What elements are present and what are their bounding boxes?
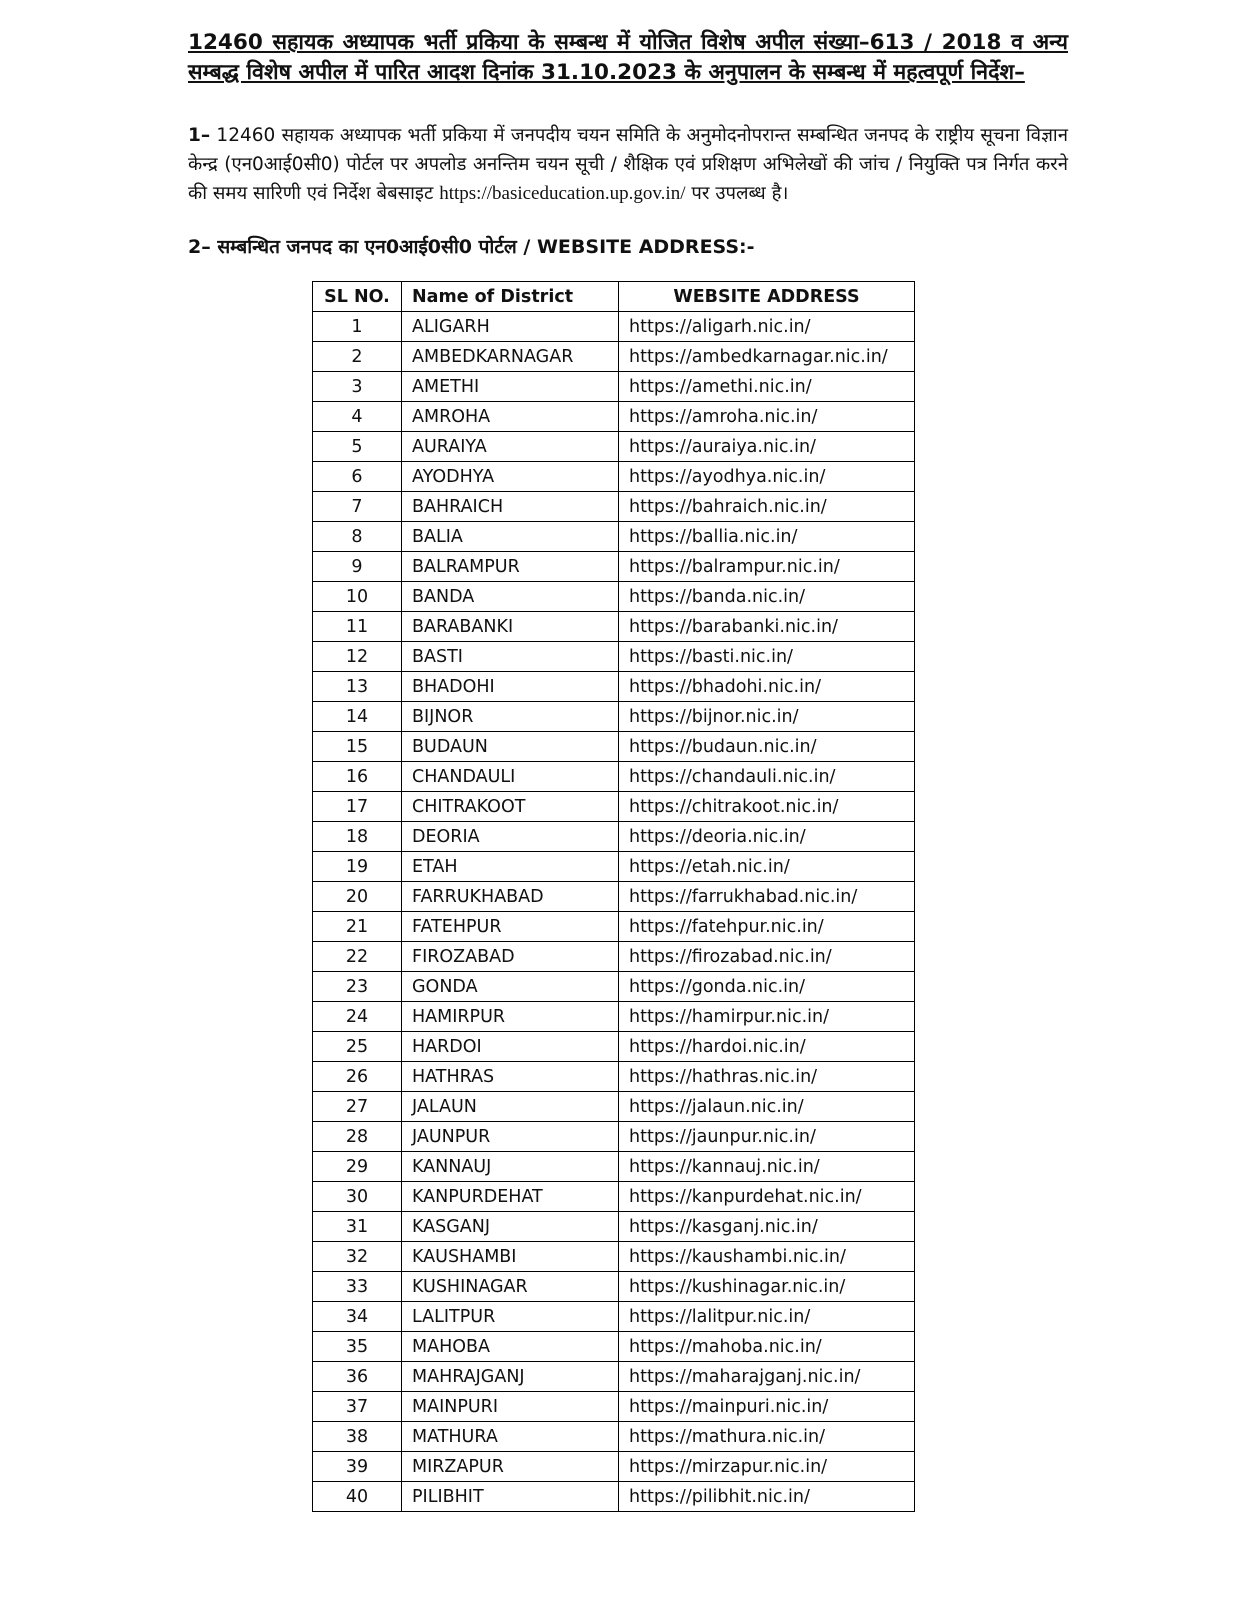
row-district-name: CHITRAKOOT [402, 792, 619, 822]
row-district-name: KANNAUJ [402, 1152, 619, 1182]
table-row [313, 1362, 915, 1392]
header-sl-no: SL NO. [313, 282, 402, 312]
row-district-name: AMBEDKARNAGAR [402, 342, 619, 372]
paragraph-text: 12460 सहायक अध्यापक भर्ती प्रकिया में जनपदीय चयन समिति के अनुमोदनोपरान्त सम्बन्धित जनपद के राष्ट्रीय सूचना विज्ञान केन्द्र (एन0आई0सी0) पोर्टल पर अपलोड अनन्तिम चयन सूची / शैक्षिक एवं प्रशिक्षण अभिलेखों की जांच / नियुक्ति पत्र निर्गत करने की समय सारिणी एवं निर्देश बेबसाइट [188, 125, 1068, 204]
row-website-address[interactable]: https://aligarh.nic.in/ [619, 312, 915, 342]
header-website-address: WEBSITE ADDRESS [619, 282, 915, 312]
row-sl-no: 36 [313, 1362, 402, 1392]
row-sl-no: 4 [313, 402, 402, 432]
table-row [313, 552, 915, 582]
row-district-name: ALIGARH [402, 312, 619, 342]
row-website-address[interactable]: https://mirzapur.nic.in/ [619, 1452, 915, 1482]
district-website-table [312, 281, 915, 1512]
row-website-address[interactable]: https://chandauli.nic.in/ [619, 762, 915, 792]
table-row [313, 1242, 915, 1272]
row-website-address[interactable]: https://ballia.nic.in/ [619, 522, 915, 552]
row-district-name: HATHRAS [402, 1062, 619, 1092]
table-row [313, 882, 915, 912]
row-website-address[interactable]: https://bijnor.nic.in/ [619, 702, 915, 732]
row-district-name: LALITPUR [402, 1302, 619, 1332]
row-sl-no: 9 [313, 552, 402, 582]
row-district-name: BIJNOR [402, 702, 619, 732]
row-district-name: DEORIA [402, 822, 619, 852]
row-district-name: BAHRAICH [402, 492, 619, 522]
row-website-address[interactable]: https://firozabad.nic.in/ [619, 942, 915, 972]
row-website-address[interactable]: https://mathura.nic.in/ [619, 1422, 915, 1452]
row-district-name: FIROZABAD [402, 942, 619, 972]
table-row [313, 702, 915, 732]
row-website-address[interactable]: https://kasganj.nic.in/ [619, 1212, 915, 1242]
row-website-address[interactable]: https://barabanki.nic.in/ [619, 612, 915, 642]
row-district-name: CHANDAULI [402, 762, 619, 792]
row-website-address[interactable]: https://jaunpur.nic.in/ [619, 1122, 915, 1152]
row-district-name: JAUNPUR [402, 1122, 619, 1152]
row-sl-no: 23 [313, 972, 402, 1002]
table-row [313, 792, 915, 822]
table-row [313, 462, 915, 492]
row-sl-no: 18 [313, 822, 402, 852]
row-website-address[interactable]: https://jalaun.nic.in/ [619, 1092, 915, 1122]
row-sl-no: 12 [313, 642, 402, 672]
row-sl-no: 37 [313, 1392, 402, 1422]
table-row [313, 972, 915, 1002]
row-sl-no: 35 [313, 1332, 402, 1362]
row-district-name: MAHRAJGANJ [402, 1362, 619, 1392]
row-sl-no: 32 [313, 1242, 402, 1272]
row-district-name: BASTI [402, 642, 619, 672]
table-row [313, 312, 915, 342]
row-sl-no: 19 [313, 852, 402, 882]
row-district-name: BUDAUN [402, 732, 619, 762]
row-sl-no: 8 [313, 522, 402, 552]
table-row [313, 1092, 915, 1122]
row-district-name: AMROHA [402, 402, 619, 432]
row-website-address[interactable]: https://maharajganj.nic.in/ [619, 1362, 915, 1392]
row-sl-no: 21 [313, 912, 402, 942]
table-row [313, 342, 915, 372]
row-district-name: KUSHINAGAR [402, 1272, 619, 1302]
row-district-name: FARRUKHABAD [402, 882, 619, 912]
table-row [313, 1212, 915, 1242]
table-row [313, 1002, 915, 1032]
row-website-address[interactable]: https://kaushambi.nic.in/ [619, 1242, 915, 1272]
row-website-address[interactable]: https://bahraich.nic.in/ [619, 492, 915, 522]
row-district-name: BANDA [402, 582, 619, 612]
row-sl-no: 34 [313, 1302, 402, 1332]
row-website-address[interactable]: https://budaun.nic.in/ [619, 732, 915, 762]
row-district-name: BARABANKI [402, 612, 619, 642]
table-row [313, 1332, 915, 1362]
row-sl-no: 17 [313, 792, 402, 822]
row-sl-no: 14 [313, 702, 402, 732]
table-row [313, 852, 915, 882]
instruction-paragraph-1 [188, 121, 1068, 208]
row-district-name: AMETHI [402, 372, 619, 402]
paragraph-number: 1– [188, 125, 211, 146]
row-district-name: BALRAMPUR [402, 552, 619, 582]
table-row [313, 1392, 915, 1422]
table-row [313, 432, 915, 462]
table-row [313, 1182, 915, 1212]
row-website-address[interactable]: https://hardoi.nic.in/ [619, 1032, 915, 1062]
table-row [313, 1062, 915, 1092]
row-sl-no: 16 [313, 762, 402, 792]
row-sl-no: 3 [313, 372, 402, 402]
row-sl-no: 15 [313, 732, 402, 762]
website-link[interactable]: https://basiceducation.up.gov.in/ [439, 183, 686, 204]
row-sl-no: 25 [313, 1032, 402, 1062]
table-row [313, 492, 915, 522]
table-row [313, 1152, 915, 1182]
table-row [313, 1452, 915, 1482]
row-district-name: KAUSHAMBI [402, 1242, 619, 1272]
table-row [313, 1272, 915, 1302]
table-row [313, 612, 915, 642]
row-sl-no: 20 [313, 882, 402, 912]
row-district-name: ETAH [402, 852, 619, 882]
table-row [313, 942, 915, 972]
table-row [313, 762, 915, 792]
table-row [313, 912, 915, 942]
table-row [313, 372, 915, 402]
row-website-address[interactable]: https://chitrakoot.nic.in/ [619, 792, 915, 822]
row-sl-no: 29 [313, 1152, 402, 1182]
row-sl-no: 1 [313, 312, 402, 342]
row-website-address[interactable]: https://fatehpur.nic.in/ [619, 912, 915, 942]
row-website-address[interactable]: https://hathras.nic.in/ [619, 1062, 915, 1092]
table-row [313, 672, 915, 702]
table-row [313, 732, 915, 762]
row-sl-no: 26 [313, 1062, 402, 1092]
row-website-address[interactable]: https://etah.nic.in/ [619, 852, 915, 882]
row-website-address[interactable]: https://amroha.nic.in/ [619, 402, 915, 432]
row-district-name: BALIA [402, 522, 619, 552]
row-sl-no: 11 [313, 612, 402, 642]
row-website-address[interactable]: https://farrukhabad.nic.in/ [619, 882, 915, 912]
row-district-name: MAINPURI [402, 1392, 619, 1422]
row-sl-no: 22 [313, 942, 402, 972]
row-website-address[interactable]: https://auraiya.nic.in/ [619, 432, 915, 462]
table-row [313, 582, 915, 612]
row-district-name: KASGANJ [402, 1212, 619, 1242]
row-sl-no: 28 [313, 1122, 402, 1152]
row-district-name: FATEHPUR [402, 912, 619, 942]
table-row [313, 402, 915, 432]
row-sl-no: 2 [313, 342, 402, 372]
row-district-name: HARDOI [402, 1032, 619, 1062]
row-website-address[interactable]: https://bhadohi.nic.in/ [619, 672, 915, 702]
row-sl-no: 5 [313, 432, 402, 462]
table-row [313, 522, 915, 552]
row-website-address[interactable]: https://mainpuri.nic.in/ [619, 1392, 915, 1422]
row-website-address[interactable]: https://balrampur.nic.in/ [619, 552, 915, 582]
row-website-address[interactable]: https://deoria.nic.in/ [619, 822, 915, 852]
row-sl-no: 33 [313, 1272, 402, 1302]
row-district-name: BHADOHI [402, 672, 619, 702]
row-website-address[interactable]: https://lalitpur.nic.in/ [619, 1302, 915, 1332]
table-row [313, 1302, 915, 1332]
row-website-address[interactable]: https://banda.nic.in/ [619, 582, 915, 612]
row-website-address[interactable]: https://hamirpur.nic.in/ [619, 1002, 915, 1032]
row-website-address[interactable]: https://ambedkarnagar.nic.in/ [619, 342, 915, 372]
section-2-title: 2– सम्बन्धित जनपद का एन0आई0सी0 पोर्टल / WEBSITE ADDRESS:- [188, 236, 755, 258]
document-heading: 12460 सहायक अध्यापक भर्ती प्रकिया के सम्बन्ध में योजित विशेष अपील संख्या–613 / 2018 व अन्य सम्बद्ध विशेष अपील में पारित आदश दिनांक 31.10.2023 के अनुपालन के सम्बन्ध में महत्वपूर्ण निर्देश– [188, 30, 1068, 85]
row-district-name: GONDA [402, 972, 619, 1002]
row-sl-no: 27 [313, 1092, 402, 1122]
row-sl-no: 13 [313, 672, 402, 702]
row-sl-no: 38 [313, 1422, 402, 1452]
row-district-name: AURAIYA [402, 432, 619, 462]
row-website-address[interactable]: https://basti.nic.in/ [619, 642, 915, 672]
row-district-name: HAMIRPUR [402, 1002, 619, 1032]
row-district-name: KANPURDEHAT [402, 1182, 619, 1212]
row-district-name: MAHOBA [402, 1332, 619, 1362]
table-row [313, 1032, 915, 1062]
row-website-address[interactable]: https://kanpurdehat.nic.in/ [619, 1182, 915, 1212]
row-website-address[interactable]: https://mahoba.nic.in/ [619, 1332, 915, 1362]
row-website-address[interactable]: https://amethi.nic.in/ [619, 372, 915, 402]
table-row [313, 642, 915, 672]
table-row [313, 1482, 915, 1512]
row-website-address[interactable]: https://gonda.nic.in/ [619, 972, 915, 1002]
table-row [313, 1122, 915, 1152]
row-website-address[interactable]: https://kannauj.nic.in/ [619, 1152, 915, 1182]
table-row [313, 822, 915, 852]
row-sl-no: 31 [313, 1212, 402, 1242]
row-sl-no: 24 [313, 1002, 402, 1032]
row-sl-no: 39 [313, 1452, 402, 1482]
row-district-name: MIRZAPUR [402, 1452, 619, 1482]
row-district-name: AYODHYA [402, 462, 619, 492]
row-sl-no: 40 [313, 1482, 402, 1512]
table-header-row [313, 282, 915, 312]
row-sl-no: 7 [313, 492, 402, 522]
row-website-address[interactable]: https://ayodhya.nic.in/ [619, 462, 915, 492]
row-district-name: JALAUN [402, 1092, 619, 1122]
paragraph-tail: पर उपलब्ध है। [685, 183, 789, 204]
table-body [313, 312, 915, 1512]
header-district-name: Name of District [402, 282, 619, 312]
row-website-address[interactable]: https://kushinagar.nic.in/ [619, 1272, 915, 1302]
row-sl-no: 10 [313, 582, 402, 612]
row-district-name: MATHURA [402, 1422, 619, 1452]
table-row [313, 1422, 915, 1452]
row-website-address[interactable]: https://pilibhit.nic.in/ [619, 1482, 915, 1512]
row-sl-no: 6 [313, 462, 402, 492]
row-district-name: PILIBHIT [402, 1482, 619, 1512]
row-sl-no: 30 [313, 1182, 402, 1212]
